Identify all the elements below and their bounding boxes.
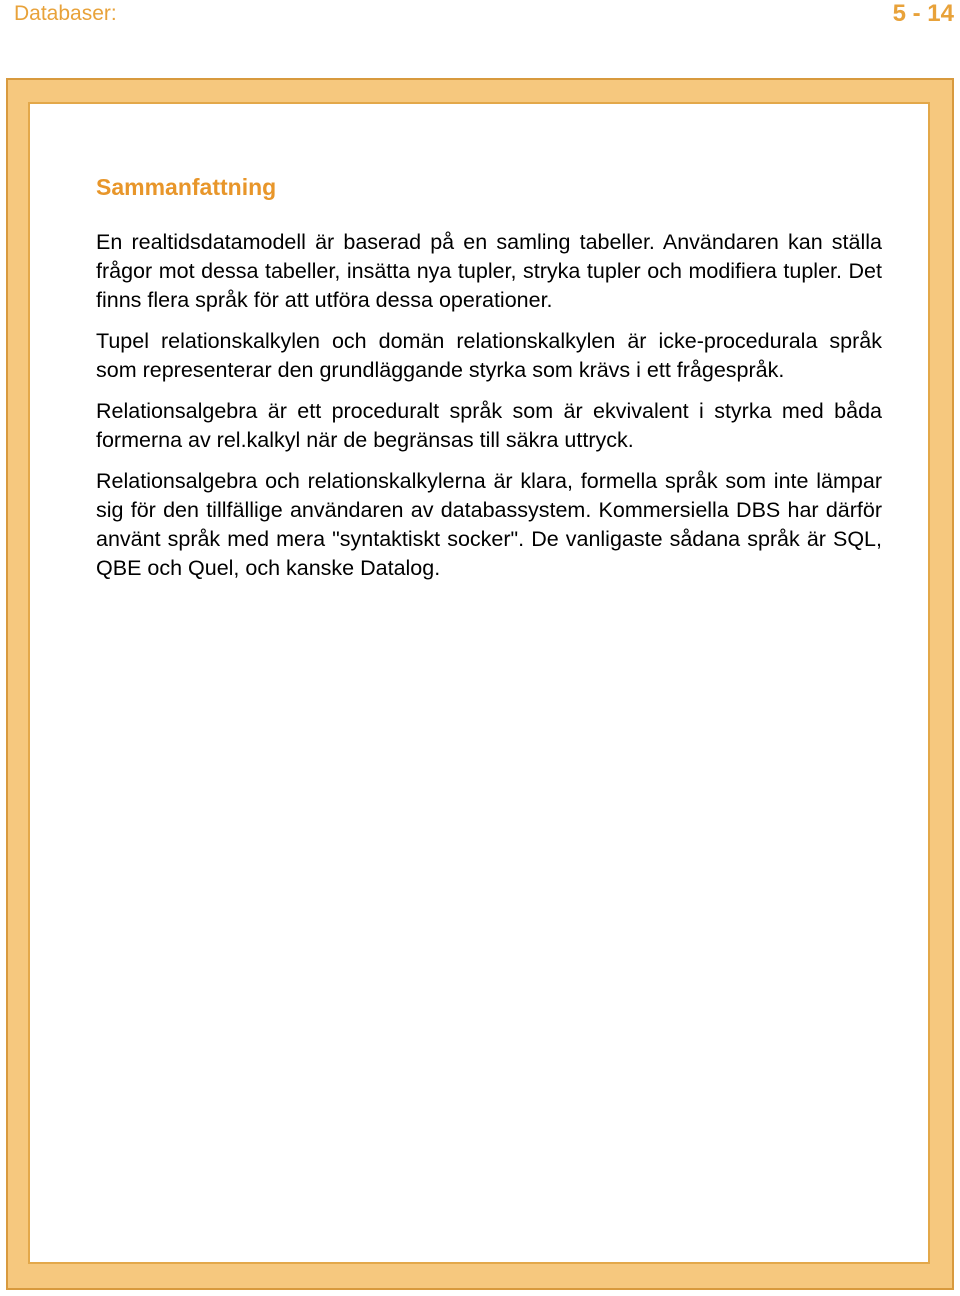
page-frame	[6, 78, 954, 1290]
content-body	[96, 172, 882, 595]
document-header-title: Databaser:	[14, 2, 117, 25]
content-panel	[28, 102, 930, 1264]
section-title: Sammanfattning	[96, 174, 277, 200]
paragraph-intro: En realtidsdatamodell är baserad på en samling tabeller. Användaren kan ställa frågor mot dessa tabeller, insätta nya tupler, stryka tupler och modifiera tupler. Det finns flera språk för att utföra dessa operationer.	[96, 230, 882, 312]
paragraph-relational-calculus: Tupel relationskalkylen och domän relationskalkylen är icke-procedurala språk som representerar den grundläggande styrka som krävs i ett frågespråk.	[96, 329, 882, 382]
paragraph-relational-algebra: Relationsalgebra är ett proceduralt språk som är ekvivalent i styrka med båda formerna av rel.kalkyl när de begränsas till säkra uttryck.	[96, 399, 882, 452]
paragraph-commercial-languages: Relationsalgebra och relationskalkylerna är klara, formella språk som inte lämpar sig för den tillfällige användaren av databassystem. Kommersiella DBS har därför använt språk med mera "syntaktiskt socker". De vanligaste sådana språk är SQL, QBE och Quel, och kanske Datalog.	[96, 469, 882, 580]
page-number: 5 - 14	[892, 0, 954, 27]
